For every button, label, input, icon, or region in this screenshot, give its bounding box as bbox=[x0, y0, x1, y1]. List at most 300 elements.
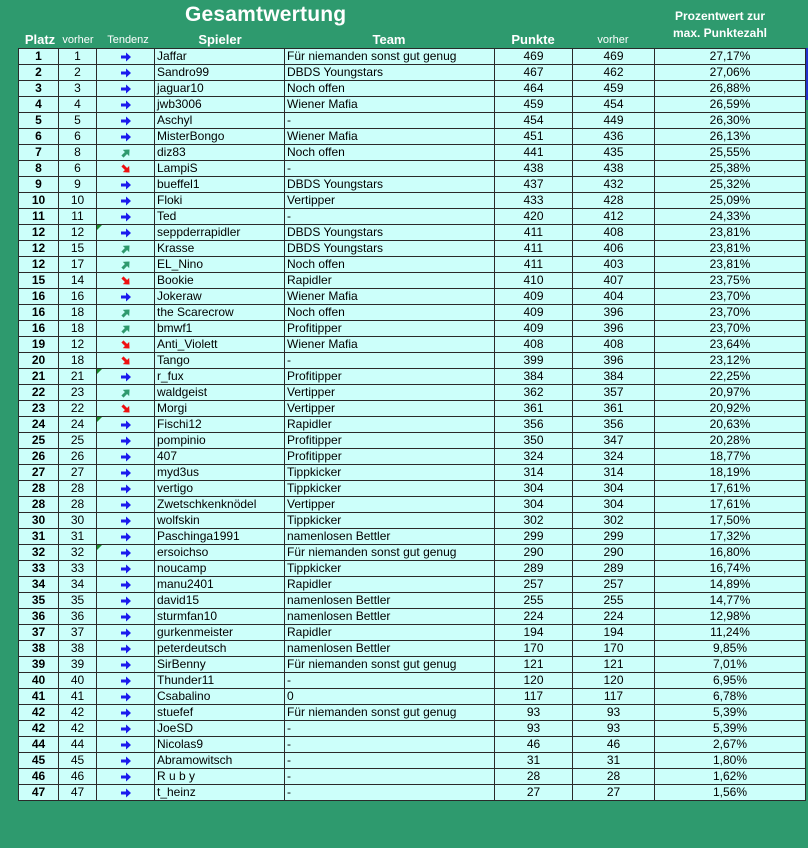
cell-spieler[interactable]: peterdeutsch bbox=[155, 641, 285, 657]
cell-team[interactable]: - bbox=[285, 721, 495, 737]
cell-platz[interactable]: 26 bbox=[19, 449, 59, 465]
cell-team[interactable]: - bbox=[285, 737, 495, 753]
cell-spieler[interactable]: R u b y bbox=[155, 769, 285, 785]
cell-spieler[interactable]: gurkenmeister bbox=[155, 625, 285, 641]
cell-platz[interactable]: 16 bbox=[19, 305, 59, 321]
cell-punkte-vorher[interactable]: 290 bbox=[573, 545, 655, 561]
cell-tendenz[interactable] bbox=[97, 369, 155, 385]
cell-punkte-vorher[interactable]: 170 bbox=[573, 641, 655, 657]
cell-platz[interactable]: 46 bbox=[19, 769, 59, 785]
cell-prozent[interactable]: 16,80% bbox=[655, 545, 806, 561]
cell-punkte-vorher[interactable]: 289 bbox=[573, 561, 655, 577]
cell-punkte[interactable]: 409 bbox=[495, 305, 573, 321]
cell-punkte-vorher[interactable]: 120 bbox=[573, 673, 655, 689]
cell-vorher[interactable]: 11 bbox=[59, 209, 97, 225]
cell-platz[interactable]: 30 bbox=[19, 513, 59, 529]
cell-tendenz[interactable] bbox=[97, 161, 155, 177]
cell-platz[interactable]: 42 bbox=[19, 705, 59, 721]
cell-punkte[interactable]: 410 bbox=[495, 273, 573, 289]
cell-punkte[interactable]: 469 bbox=[495, 49, 573, 65]
cell-tendenz[interactable] bbox=[97, 769, 155, 785]
cell-team[interactable]: - bbox=[285, 769, 495, 785]
cell-tendenz[interactable] bbox=[97, 689, 155, 705]
cell-vorher[interactable]: 6 bbox=[59, 161, 97, 177]
cell-vorher[interactable]: 18 bbox=[59, 305, 97, 321]
cell-team[interactable]: Noch offen bbox=[285, 81, 495, 97]
cell-vorher[interactable]: 26 bbox=[59, 449, 97, 465]
cell-punkte[interactable]: 361 bbox=[495, 401, 573, 417]
cell-punkte-vorher[interactable]: 28 bbox=[573, 769, 655, 785]
cell-spieler[interactable]: Bookie bbox=[155, 273, 285, 289]
cell-spieler[interactable]: jaguar10 bbox=[155, 81, 285, 97]
cell-platz[interactable]: 33 bbox=[19, 561, 59, 577]
cell-spieler[interactable]: Zwetschkenknödel bbox=[155, 497, 285, 513]
cell-platz[interactable]: 12 bbox=[19, 241, 59, 257]
cell-punkte-vorher[interactable]: 449 bbox=[573, 113, 655, 129]
cell-punkte[interactable]: 31 bbox=[495, 753, 573, 769]
cell-team[interactable]: Noch offen bbox=[285, 145, 495, 161]
cell-punkte-vorher[interactable]: 302 bbox=[573, 513, 655, 529]
cell-tendenz[interactable] bbox=[97, 305, 155, 321]
cell-spieler[interactable]: bueffel1 bbox=[155, 177, 285, 193]
cell-team[interactable]: Tippkicker bbox=[285, 465, 495, 481]
cell-punkte-vorher[interactable]: 347 bbox=[573, 433, 655, 449]
cell-punkte-vorher[interactable]: 93 bbox=[573, 721, 655, 737]
cell-platz[interactable]: 11 bbox=[19, 209, 59, 225]
cell-vorher[interactable]: 6 bbox=[59, 129, 97, 145]
cell-vorher[interactable]: 4 bbox=[59, 97, 97, 113]
cell-tendenz[interactable] bbox=[97, 785, 155, 801]
cell-platz[interactable]: 20 bbox=[19, 353, 59, 369]
cell-punkte[interactable]: 399 bbox=[495, 353, 573, 369]
cell-tendenz[interactable] bbox=[97, 417, 155, 433]
cell-spieler[interactable]: MisterBongo bbox=[155, 129, 285, 145]
cell-platz[interactable]: 31 bbox=[19, 529, 59, 545]
cell-prozent[interactable]: 23,81% bbox=[655, 257, 806, 273]
cell-spieler[interactable]: seppderrapidler bbox=[155, 225, 285, 241]
cell-spieler[interactable]: the Scarecrow bbox=[155, 305, 285, 321]
cell-spieler[interactable]: LampiS bbox=[155, 161, 285, 177]
cell-platz[interactable]: 2 bbox=[19, 65, 59, 81]
cell-spieler[interactable]: Tango bbox=[155, 353, 285, 369]
cell-spieler[interactable]: Krasse bbox=[155, 241, 285, 257]
cell-punkte[interactable]: 420 bbox=[495, 209, 573, 225]
cell-team[interactable]: Für niemanden sonst gut genug bbox=[285, 705, 495, 721]
cell-vorher[interactable]: 36 bbox=[59, 609, 97, 625]
cell-team[interactable]: namenlosen Bettler bbox=[285, 609, 495, 625]
cell-tendenz[interactable] bbox=[97, 97, 155, 113]
cell-punkte[interactable]: 299 bbox=[495, 529, 573, 545]
cell-team[interactable]: - bbox=[285, 353, 495, 369]
cell-punkte[interactable]: 459 bbox=[495, 97, 573, 113]
cell-punkte[interactable]: 384 bbox=[495, 369, 573, 385]
cell-punkte-vorher[interactable]: 194 bbox=[573, 625, 655, 641]
cell-platz[interactable]: 16 bbox=[19, 289, 59, 305]
cell-spieler[interactable]: Aschyl bbox=[155, 113, 285, 129]
cell-team[interactable]: Tippkicker bbox=[285, 513, 495, 529]
cell-tendenz[interactable] bbox=[97, 193, 155, 209]
cell-tendenz[interactable] bbox=[97, 529, 155, 545]
cell-platz[interactable]: 19 bbox=[19, 337, 59, 353]
cell-vorher[interactable]: 10 bbox=[59, 193, 97, 209]
cell-tendenz[interactable] bbox=[97, 449, 155, 465]
cell-prozent[interactable]: 18,19% bbox=[655, 465, 806, 481]
cell-prozent[interactable]: 20,63% bbox=[655, 417, 806, 433]
cell-team[interactable]: Profitipper bbox=[285, 369, 495, 385]
cell-platz[interactable]: 38 bbox=[19, 641, 59, 657]
cell-team[interactable]: Vertipper bbox=[285, 401, 495, 417]
cell-platz[interactable]: 28 bbox=[19, 497, 59, 513]
cell-punkte-vorher[interactable]: 361 bbox=[573, 401, 655, 417]
cell-punkte[interactable]: 356 bbox=[495, 417, 573, 433]
cell-team[interactable]: Profitipper bbox=[285, 449, 495, 465]
cell-vorher[interactable]: 31 bbox=[59, 529, 97, 545]
cell-team[interactable]: DBDS Youngstars bbox=[285, 65, 495, 81]
cell-platz[interactable]: 1 bbox=[19, 49, 59, 65]
cell-spieler[interactable]: Anti_Violett bbox=[155, 337, 285, 353]
cell-punkte[interactable]: 93 bbox=[495, 705, 573, 721]
cell-platz[interactable]: 32 bbox=[19, 545, 59, 561]
cell-spieler[interactable]: JoeSD bbox=[155, 721, 285, 737]
cell-spieler[interactable]: Ted bbox=[155, 209, 285, 225]
cell-punkte[interactable]: 304 bbox=[495, 497, 573, 513]
cell-spieler[interactable]: vertigo bbox=[155, 481, 285, 497]
cell-prozent[interactable]: 24,33% bbox=[655, 209, 806, 225]
cell-punkte[interactable]: 289 bbox=[495, 561, 573, 577]
cell-punkte-vorher[interactable]: 438 bbox=[573, 161, 655, 177]
cell-vorher[interactable]: 18 bbox=[59, 321, 97, 337]
cell-platz[interactable]: 36 bbox=[19, 609, 59, 625]
cell-prozent[interactable]: 14,89% bbox=[655, 577, 806, 593]
cell-tendenz[interactable] bbox=[97, 353, 155, 369]
cell-tendenz[interactable] bbox=[97, 673, 155, 689]
cell-prozent[interactable]: 17,50% bbox=[655, 513, 806, 529]
cell-punkte-vorher[interactable]: 384 bbox=[573, 369, 655, 385]
cell-prozent[interactable]: 1,56% bbox=[655, 785, 806, 801]
cell-tendenz[interactable] bbox=[97, 337, 155, 353]
cell-team[interactable]: Tippkicker bbox=[285, 561, 495, 577]
cell-prozent[interactable]: 23,75% bbox=[655, 273, 806, 289]
cell-team[interactable]: - bbox=[285, 209, 495, 225]
cell-platz[interactable]: 23 bbox=[19, 401, 59, 417]
cell-spieler[interactable]: Paschinga1991 bbox=[155, 529, 285, 545]
cell-vorher[interactable]: 12 bbox=[59, 337, 97, 353]
cell-prozent[interactable]: 27,06% bbox=[655, 65, 806, 81]
cell-platz[interactable]: 9 bbox=[19, 177, 59, 193]
cell-platz[interactable]: 6 bbox=[19, 129, 59, 145]
cell-tendenz[interactable] bbox=[97, 81, 155, 97]
cell-punkte[interactable]: 437 bbox=[495, 177, 573, 193]
cell-team[interactable]: Wiener Mafia bbox=[285, 337, 495, 353]
cell-prozent[interactable]: 17,61% bbox=[655, 481, 806, 497]
cell-punkte[interactable]: 438 bbox=[495, 161, 573, 177]
cell-vorher[interactable]: 15 bbox=[59, 241, 97, 257]
cell-punkte[interactable]: 464 bbox=[495, 81, 573, 97]
cell-punkte-vorher[interactable]: 314 bbox=[573, 465, 655, 481]
cell-punkte[interactable]: 411 bbox=[495, 257, 573, 273]
cell-prozent[interactable]: 20,92% bbox=[655, 401, 806, 417]
cell-vorher[interactable]: 40 bbox=[59, 673, 97, 689]
cell-vorher[interactable]: 46 bbox=[59, 769, 97, 785]
cell-punkte-vorher[interactable]: 299 bbox=[573, 529, 655, 545]
cell-prozent[interactable]: 27,17% bbox=[655, 49, 806, 65]
cell-punkte-vorher[interactable]: 304 bbox=[573, 481, 655, 497]
cell-platz[interactable]: 35 bbox=[19, 593, 59, 609]
cell-punkte-vorher[interactable]: 257 bbox=[573, 577, 655, 593]
cell-tendenz[interactable] bbox=[97, 737, 155, 753]
cell-tendenz[interactable] bbox=[97, 433, 155, 449]
cell-prozent[interactable]: 23,81% bbox=[655, 241, 806, 257]
cell-prozent[interactable]: 2,67% bbox=[655, 737, 806, 753]
cell-vorher[interactable]: 35 bbox=[59, 593, 97, 609]
cell-punkte[interactable]: 290 bbox=[495, 545, 573, 561]
cell-spieler[interactable]: Csabalino bbox=[155, 689, 285, 705]
cell-prozent[interactable]: 23,12% bbox=[655, 353, 806, 369]
cell-platz[interactable]: 7 bbox=[19, 145, 59, 161]
cell-spieler[interactable]: Sandro99 bbox=[155, 65, 285, 81]
cell-prozent[interactable]: 18,77% bbox=[655, 449, 806, 465]
cell-spieler[interactable]: t_heinz bbox=[155, 785, 285, 801]
cell-prozent[interactable]: 17,32% bbox=[655, 529, 806, 545]
cell-team[interactable]: - bbox=[285, 785, 495, 801]
cell-spieler[interactable]: Jaffar bbox=[155, 49, 285, 65]
cell-spieler[interactable]: diz83 bbox=[155, 145, 285, 161]
cell-vorher[interactable]: 28 bbox=[59, 481, 97, 497]
cell-prozent[interactable]: 6,95% bbox=[655, 673, 806, 689]
cell-team[interactable]: Vertipper bbox=[285, 385, 495, 401]
cell-prozent[interactable]: 5,39% bbox=[655, 721, 806, 737]
cell-punkte-vorher[interactable]: 462 bbox=[573, 65, 655, 81]
cell-vorher[interactable]: 47 bbox=[59, 785, 97, 801]
cell-vorher[interactable]: 42 bbox=[59, 721, 97, 737]
cell-team[interactable]: namenlosen Bettler bbox=[285, 641, 495, 657]
cell-tendenz[interactable] bbox=[97, 113, 155, 129]
cell-spieler[interactable]: noucamp bbox=[155, 561, 285, 577]
cell-tendenz[interactable] bbox=[97, 497, 155, 513]
cell-punkte[interactable]: 451 bbox=[495, 129, 573, 145]
cell-punkte[interactable]: 224 bbox=[495, 609, 573, 625]
cell-punkte[interactable]: 411 bbox=[495, 225, 573, 241]
cell-punkte-vorher[interactable]: 31 bbox=[573, 753, 655, 769]
cell-vorher[interactable]: 22 bbox=[59, 401, 97, 417]
cell-tendenz[interactable] bbox=[97, 705, 155, 721]
cell-punkte[interactable]: 362 bbox=[495, 385, 573, 401]
cell-platz[interactable]: 4 bbox=[19, 97, 59, 113]
cell-platz[interactable]: 10 bbox=[19, 193, 59, 209]
cell-spieler[interactable]: EL_Nino bbox=[155, 257, 285, 273]
cell-punkte[interactable]: 121 bbox=[495, 657, 573, 673]
cell-punkte-vorher[interactable]: 407 bbox=[573, 273, 655, 289]
cell-team[interactable]: Rapidler bbox=[285, 273, 495, 289]
cell-prozent[interactable]: 20,97% bbox=[655, 385, 806, 401]
cell-vorher[interactable]: 14 bbox=[59, 273, 97, 289]
cell-prozent[interactable]: 26,59% bbox=[655, 97, 806, 113]
cell-vorher[interactable]: 38 bbox=[59, 641, 97, 657]
cell-punkte[interactable]: 93 bbox=[495, 721, 573, 737]
cell-spieler[interactable]: SirBenny bbox=[155, 657, 285, 673]
cell-team[interactable]: Noch offen bbox=[285, 257, 495, 273]
cell-tendenz[interactable] bbox=[97, 401, 155, 417]
cell-vorher[interactable]: 21 bbox=[59, 369, 97, 385]
cell-prozent[interactable]: 23,70% bbox=[655, 289, 806, 305]
cell-prozent[interactable]: 23,81% bbox=[655, 225, 806, 241]
cell-spieler[interactable]: pompinio bbox=[155, 433, 285, 449]
cell-punkte[interactable]: 411 bbox=[495, 241, 573, 257]
cell-team[interactable]: DBDS Youngstars bbox=[285, 225, 495, 241]
cell-vorher[interactable]: 1 bbox=[59, 49, 97, 65]
cell-punkte-vorher[interactable]: 224 bbox=[573, 609, 655, 625]
cell-punkte[interactable]: 324 bbox=[495, 449, 573, 465]
cell-team[interactable]: Vertipper bbox=[285, 497, 495, 513]
cell-platz[interactable]: 39 bbox=[19, 657, 59, 673]
cell-prozent[interactable]: 6,78% bbox=[655, 689, 806, 705]
cell-vorher[interactable]: 16 bbox=[59, 289, 97, 305]
cell-vorher[interactable]: 33 bbox=[59, 561, 97, 577]
cell-team[interactable]: Rapidler bbox=[285, 577, 495, 593]
cell-spieler[interactable]: myd3us bbox=[155, 465, 285, 481]
cell-tendenz[interactable] bbox=[97, 257, 155, 273]
cell-punkte-vorher[interactable]: 428 bbox=[573, 193, 655, 209]
cell-team[interactable]: Profitipper bbox=[285, 321, 495, 337]
cell-punkte-vorher[interactable]: 93 bbox=[573, 705, 655, 721]
cell-punkte[interactable]: 120 bbox=[495, 673, 573, 689]
cell-tendenz[interactable] bbox=[97, 545, 155, 561]
cell-punkte-vorher[interactable]: 255 bbox=[573, 593, 655, 609]
cell-prozent[interactable]: 1,80% bbox=[655, 753, 806, 769]
cell-platz[interactable]: 24 bbox=[19, 417, 59, 433]
cell-team[interactable]: Wiener Mafia bbox=[285, 97, 495, 113]
cell-prozent[interactable]: 26,88% bbox=[655, 81, 806, 97]
cell-tendenz[interactable] bbox=[97, 177, 155, 193]
cell-platz[interactable]: 45 bbox=[19, 753, 59, 769]
cell-team[interactable]: Für niemanden sonst gut genug bbox=[285, 657, 495, 673]
cell-prozent[interactable]: 25,55% bbox=[655, 145, 806, 161]
cell-punkte-vorher[interactable]: 412 bbox=[573, 209, 655, 225]
cell-team[interactable]: - bbox=[285, 753, 495, 769]
cell-punkte[interactable]: 314 bbox=[495, 465, 573, 481]
cell-vorher[interactable]: 45 bbox=[59, 753, 97, 769]
cell-vorher[interactable]: 42 bbox=[59, 705, 97, 721]
cell-team[interactable]: - bbox=[285, 673, 495, 689]
cell-punkte[interactable]: 433 bbox=[495, 193, 573, 209]
cell-team[interactable]: - bbox=[285, 161, 495, 177]
cell-punkte-vorher[interactable]: 396 bbox=[573, 321, 655, 337]
cell-platz[interactable]: 8 bbox=[19, 161, 59, 177]
cell-vorher[interactable]: 41 bbox=[59, 689, 97, 705]
cell-punkte[interactable]: 28 bbox=[495, 769, 573, 785]
cell-spieler[interactable]: waldgeist bbox=[155, 385, 285, 401]
cell-platz[interactable]: 15 bbox=[19, 273, 59, 289]
cell-spieler[interactable]: Abramowitsch bbox=[155, 753, 285, 769]
cell-spieler[interactable]: Morgi bbox=[155, 401, 285, 417]
cell-spieler[interactable]: Nicolas9 bbox=[155, 737, 285, 753]
cell-platz[interactable]: 3 bbox=[19, 81, 59, 97]
cell-punkte[interactable]: 454 bbox=[495, 113, 573, 129]
cell-punkte-vorher[interactable]: 324 bbox=[573, 449, 655, 465]
cell-punkte-vorher[interactable]: 436 bbox=[573, 129, 655, 145]
cell-platz[interactable]: 12 bbox=[19, 257, 59, 273]
cell-platz[interactable]: 28 bbox=[19, 481, 59, 497]
cell-spieler[interactable]: Floki bbox=[155, 193, 285, 209]
cell-tendenz[interactable] bbox=[97, 753, 155, 769]
cell-spieler[interactable]: r_fux bbox=[155, 369, 285, 385]
cell-team[interactable]: Tippkicker bbox=[285, 481, 495, 497]
cell-punkte-vorher[interactable]: 396 bbox=[573, 305, 655, 321]
cell-tendenz[interactable] bbox=[97, 289, 155, 305]
cell-tendenz[interactable] bbox=[97, 657, 155, 673]
cell-punkte-vorher[interactable]: 27 bbox=[573, 785, 655, 801]
cell-vorher[interactable]: 39 bbox=[59, 657, 97, 673]
cell-vorher[interactable]: 37 bbox=[59, 625, 97, 641]
cell-tendenz[interactable] bbox=[97, 65, 155, 81]
cell-platz[interactable]: 27 bbox=[19, 465, 59, 481]
cell-platz[interactable]: 5 bbox=[19, 113, 59, 129]
cell-tendenz[interactable] bbox=[97, 481, 155, 497]
cell-punkte-vorher[interactable]: 454 bbox=[573, 97, 655, 113]
cell-punkte[interactable]: 255 bbox=[495, 593, 573, 609]
cell-spieler[interactable]: Jokeraw bbox=[155, 289, 285, 305]
cell-vorher[interactable]: 12 bbox=[59, 225, 97, 241]
cell-punkte[interactable]: 409 bbox=[495, 321, 573, 337]
cell-prozent[interactable]: 22,25% bbox=[655, 369, 806, 385]
cell-prozent[interactable]: 11,24% bbox=[655, 625, 806, 641]
cell-tendenz[interactable] bbox=[97, 577, 155, 593]
cell-team[interactable]: - bbox=[285, 113, 495, 129]
cell-vorher[interactable]: 2 bbox=[59, 65, 97, 81]
cell-vorher[interactable]: 23 bbox=[59, 385, 97, 401]
cell-team[interactable]: 0 bbox=[285, 689, 495, 705]
cell-vorher[interactable]: 3 bbox=[59, 81, 97, 97]
cell-spieler[interactable]: bmwf1 bbox=[155, 321, 285, 337]
cell-vorher[interactable]: 30 bbox=[59, 513, 97, 529]
cell-prozent[interactable]: 23,70% bbox=[655, 305, 806, 321]
cell-punkte-vorher[interactable]: 469 bbox=[573, 49, 655, 65]
cell-punkte[interactable]: 194 bbox=[495, 625, 573, 641]
cell-tendenz[interactable] bbox=[97, 225, 155, 241]
cell-team[interactable]: Für niemanden sonst gut genug bbox=[285, 49, 495, 65]
cell-team[interactable]: Profitipper bbox=[285, 433, 495, 449]
cell-prozent[interactable]: 25,38% bbox=[655, 161, 806, 177]
cell-punkte-vorher[interactable]: 117 bbox=[573, 689, 655, 705]
cell-prozent[interactable]: 12,98% bbox=[655, 609, 806, 625]
cell-punkte-vorher[interactable]: 432 bbox=[573, 177, 655, 193]
cell-team[interactable]: Rapidler bbox=[285, 417, 495, 433]
cell-punkte[interactable]: 408 bbox=[495, 337, 573, 353]
cell-platz[interactable]: 44 bbox=[19, 737, 59, 753]
cell-punkte-vorher[interactable]: 356 bbox=[573, 417, 655, 433]
cell-team[interactable]: DBDS Youngstars bbox=[285, 241, 495, 257]
cell-punkte-vorher[interactable]: 404 bbox=[573, 289, 655, 305]
cell-platz[interactable]: 47 bbox=[19, 785, 59, 801]
cell-punkte-vorher[interactable]: 304 bbox=[573, 497, 655, 513]
cell-punkte[interactable]: 409 bbox=[495, 289, 573, 305]
cell-punkte[interactable]: 46 bbox=[495, 737, 573, 753]
cell-spieler[interactable]: wolfskin bbox=[155, 513, 285, 529]
cell-team[interactable]: Noch offen bbox=[285, 305, 495, 321]
cell-tendenz[interactable] bbox=[97, 721, 155, 737]
cell-prozent[interactable]: 26,30% bbox=[655, 113, 806, 129]
cell-prozent[interactable]: 7,01% bbox=[655, 657, 806, 673]
cell-platz[interactable]: 37 bbox=[19, 625, 59, 641]
cell-spieler[interactable]: ersoichso bbox=[155, 545, 285, 561]
cell-punkte[interactable]: 117 bbox=[495, 689, 573, 705]
cell-tendenz[interactable] bbox=[97, 593, 155, 609]
cell-prozent[interactable]: 20,28% bbox=[655, 433, 806, 449]
cell-platz[interactable]: 25 bbox=[19, 433, 59, 449]
cell-vorher[interactable]: 28 bbox=[59, 497, 97, 513]
cell-prozent[interactable]: 9,85% bbox=[655, 641, 806, 657]
cell-tendenz[interactable] bbox=[97, 321, 155, 337]
